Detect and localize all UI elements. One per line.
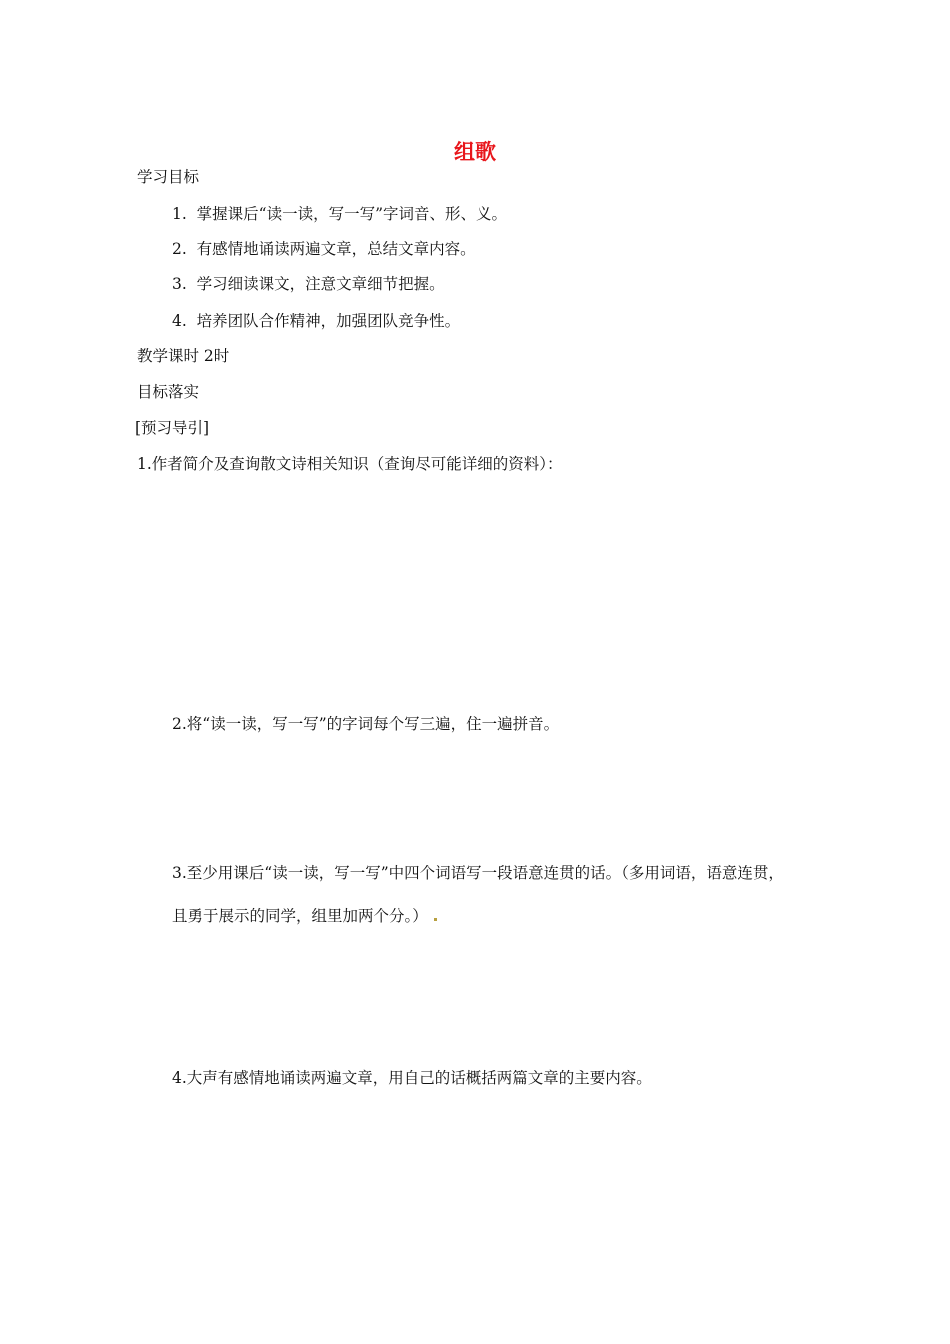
question-1: 1.作者简介及查询散文诗相关知识（查询尽可能详细的资料）： [137,455,563,473]
objectives-heading: 学习目标 [137,168,200,186]
objective-item-3 [172,272,445,294]
question-3-text: 且勇于展示的同学，组里加两个分。） [172,907,428,925]
question-3-line-2 [172,904,437,926]
section-heading: 目标落实 [137,383,200,401]
objective-number: 3. [172,275,187,293]
objective-text: 掌握课后“读一读，写一写”字词音、形、义。 [196,205,508,223]
teaching-hours: 教学课时 2时 [137,347,230,365]
objective-text: 有感情地诵读两遍文章，总结文章内容。 [196,240,476,258]
objective-item-2 [172,237,476,259]
objective-item-1 [172,202,507,224]
objective-text: 培养团队合作精神，加强团队竞争性。 [196,312,461,330]
question-4: 4.大声有感情地诵读两遍文章，用自己的话概括两篇文章的主要内容。 [172,1069,652,1087]
objective-number: 1. [172,205,187,223]
dot-mark [434,918,437,921]
objective-number: 4. [172,312,187,330]
objective-item-4 [172,309,460,331]
page-title: 组歌 [454,140,496,164]
objective-text: 学习细读课文，注意文章细节把握。 [196,275,445,293]
question-2: 2.将“读一读，写一写”的字词每个写三遍，住一遍拼音。 [172,715,560,733]
objective-number: 2. [172,240,187,258]
preview-heading: [预习导引] [135,419,210,437]
question-3-line-1: 3.至少用课后“读一读，写一写”中四个词语写一段语意连贯的话。（多用词语，语意连贯， [172,864,784,882]
